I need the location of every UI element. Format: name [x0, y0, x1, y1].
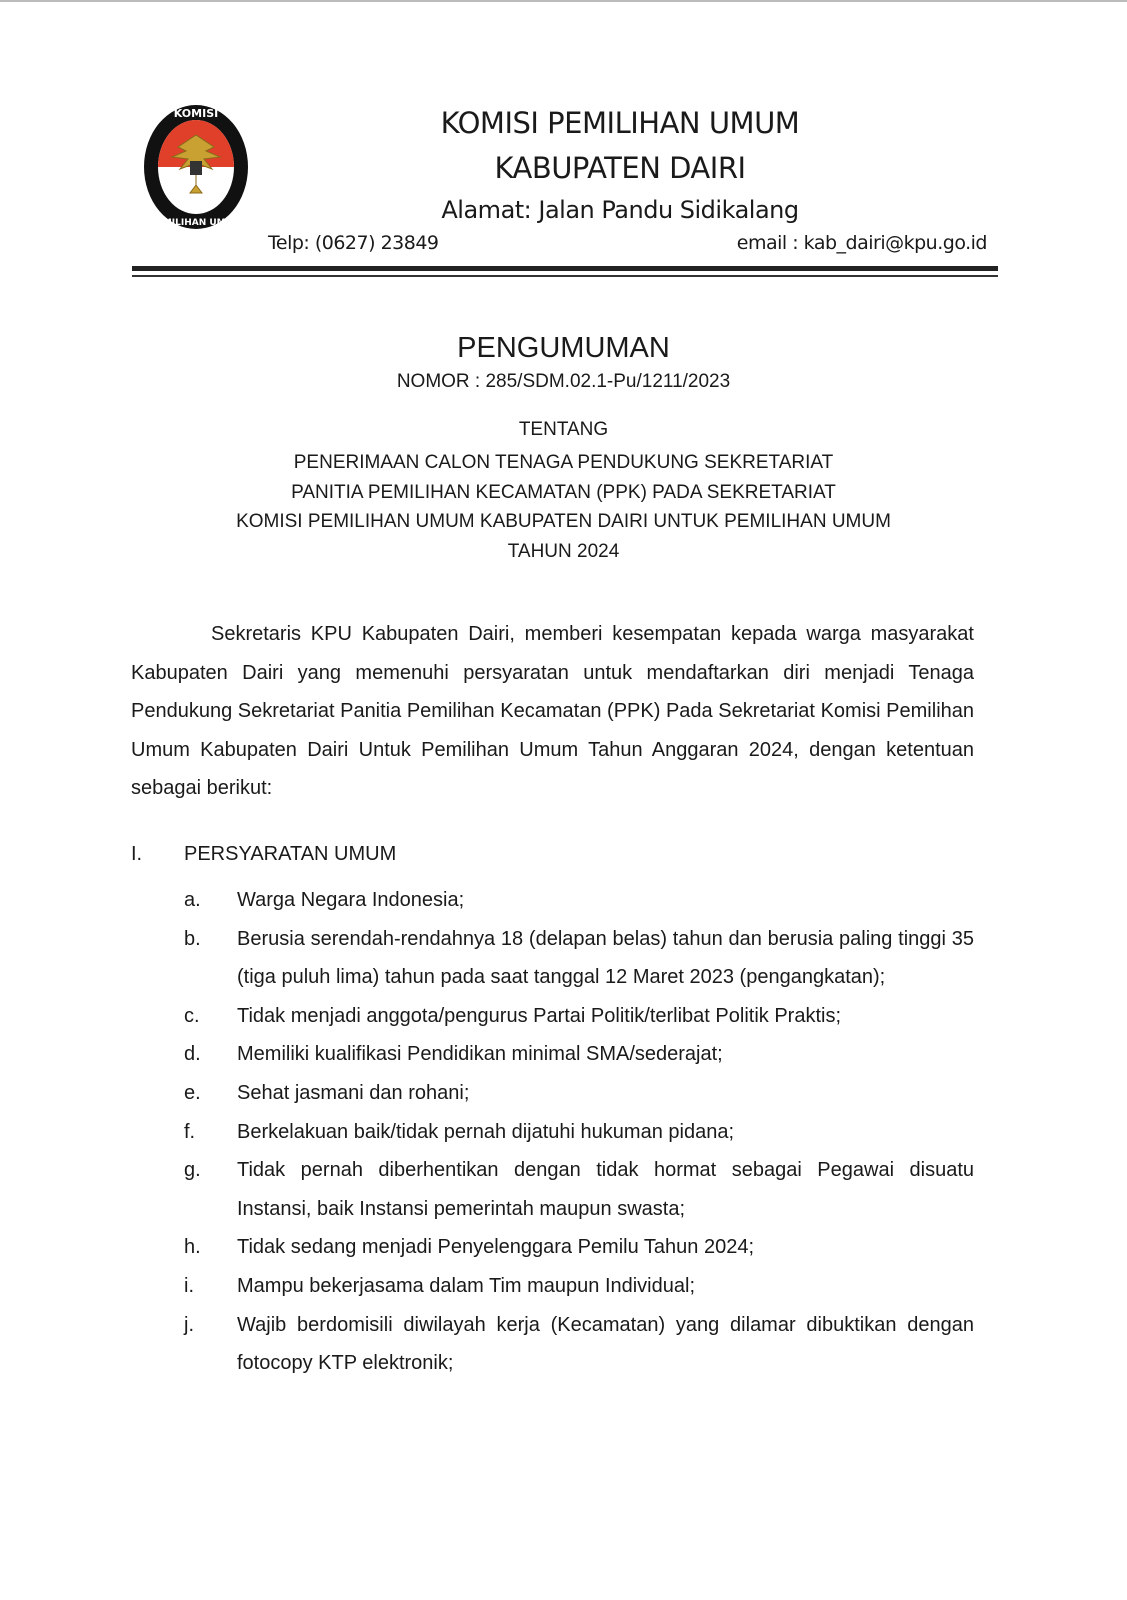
agency-address: Alamat: Jalan Pandu Sidikalang — [441, 196, 799, 224]
list-item — [184, 1151, 974, 1228]
svg-text:KOMISI: KOMISI — [173, 107, 219, 120]
list-item — [184, 881, 974, 920]
requirements-list — [184, 881, 974, 1383]
item-letter: a. — [184, 889, 201, 911]
item-text: Mampu bekerjasama dalam Tim maupun Individual; — [237, 1274, 695, 1297]
item-text: Berkelakuan baik/tidak pernah dijatuhi hukuman pidana; — [237, 1120, 735, 1143]
item-text: Warga Negara Indonesia; — [237, 889, 465, 911]
about-label: TENTANG — [518, 419, 609, 440]
section-heading — [131, 843, 396, 866]
item-letter: f. — [184, 1120, 196, 1143]
item-letter: b. — [184, 927, 201, 950]
letterhead-divider-thin — [132, 275, 998, 277]
agency-name: KOMISI PEMILIHAN UMUM — [440, 106, 800, 140]
item-text: Wajib berdomisili diwilayah kerja (Kecamatan) yang dilamar dibuktikan dengan fotocopy KTP elektronik; — [237, 1313, 974, 1375]
agency-region: KABUPATEN DAIRI — [494, 151, 746, 185]
item-text: Berusia serendah-rendahnya 18 (delapan belas) tahun dan berusia paling tinggi 35 (tiga puluh lima) tahun pada saat tanggal 12 Maret 2023 (pengangkatan); — [237, 927, 974, 989]
item-text: Tidak pernah diberhentikan dengan tidak hormat sebagai Pegawai disuatu Instansi, baik Instansi pemerintah maupun swasta; — [237, 1159, 974, 1220]
document-title: PENGUMUMAN — [457, 332, 670, 364]
item-letter: g. — [184, 1159, 201, 1182]
subject-line: PENERIMAAN CALON TENAGA PENDUKUNG SEKRETARIAT — [293, 452, 834, 473]
list-item — [184, 1074, 974, 1113]
item-letter: e. — [184, 1081, 201, 1104]
agency-email: email : kab_dairi@kpu.go.id — [736, 232, 987, 254]
intro-paragraph: Sekretaris KPU Kabupaten Dairi, memberi kesempatan kepada warga masyarakat Kabupaten Dairi yang memenuhi persyaratan untuk mendaftarkan diri menjadi Tenaga Pendukung Sekretariat Panitia Pemilihan Kecamatan (PPK) Pada Sekretariat Komisi Pemilihan Umum Kabupaten Dairi Untuk Pemilihan Umum Tahun Anggaran 2024, dengan ketentuan sebagai berikut: — [131, 623, 974, 800]
item-letter: j. — [184, 1313, 194, 1336]
section-title: PERSYARATAN UMUM — [184, 843, 397, 865]
scan-edge — [0, 0, 1127, 2]
list-item — [184, 1267, 974, 1306]
subject-line: TAHUN 2024 — [507, 540, 620, 562]
subject-line: PANITIA PEMILIHAN KECAMATAN (PPK) PADA SEKRETARIAT — [291, 481, 836, 503]
subject-line: KOMISI PEMILIHAN UMUM KABUPATEN DAIRI UNTUK PEMILIHAN UMUM — [236, 511, 891, 532]
list-item — [184, 1228, 974, 1267]
document-subject — [100, 448, 1027, 566]
svg-text:PEMILIHAN UMUM: PEMILIHAN UMUM — [150, 218, 242, 228]
list-item — [184, 997, 974, 1036]
item-letter: i. — [184, 1274, 194, 1297]
section-number: I. — [131, 843, 143, 865]
item-text: Tidak sedang menjadi Penyelenggara Pemilu Tahun 2024; — [237, 1236, 755, 1259]
list-item — [184, 1035, 974, 1074]
list-item — [184, 1113, 974, 1152]
list-item — [184, 1306, 974, 1383]
item-text: Sehat jasmani dan rohani; — [237, 1081, 470, 1104]
list-item — [184, 920, 974, 997]
letterhead-divider — [132, 266, 998, 271]
kpu-logo — [142, 103, 250, 231]
item-text: Tidak menjadi anggota/pengurus Partai Politik/terlibat Politik Praktis; — [237, 1004, 842, 1027]
item-letter: d. — [184, 1043, 201, 1066]
item-letter: h. — [184, 1236, 201, 1259]
agency-phone: Telp: (0627) 23849 — [268, 232, 439, 254]
item-letter: c. — [184, 1004, 200, 1027]
document-number: NOMOR : 285/SDM.02.1-Pu/1211/2023 — [396, 371, 731, 392]
item-text: Memiliki kualifikasi Pendidikan minimal SMA/sederajat; — [237, 1043, 723, 1066]
